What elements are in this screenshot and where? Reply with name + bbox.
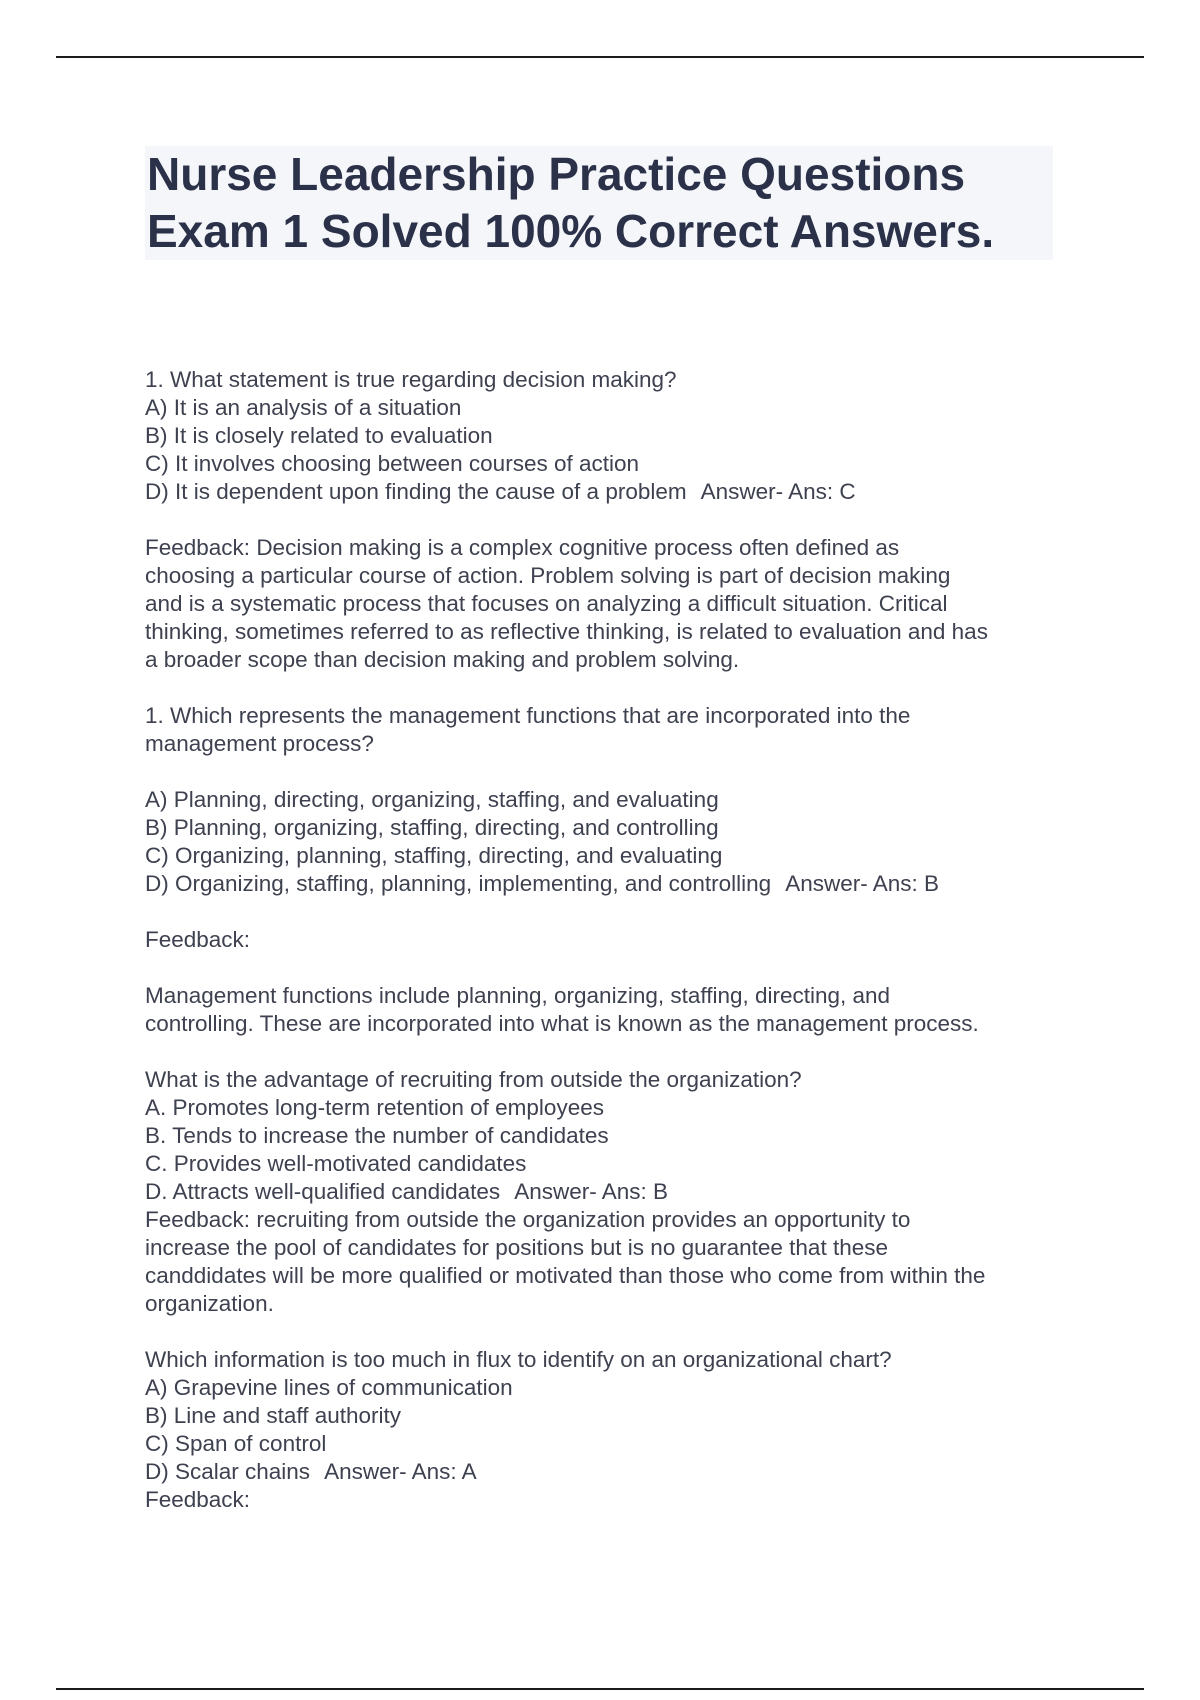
answer: Answer- Ans: A: [324, 1459, 477, 1484]
option-a: A) Planning, directing, organizing, staffing, and evaluating: [145, 787, 719, 812]
option-d: D. Attracts well-qualified candidates: [145, 1179, 501, 1204]
question-text: 1. What statement is true regarding decision making?: [145, 367, 677, 392]
option-c: C) It involves choosing between courses of action: [145, 451, 640, 476]
option-d-row: [145, 870, 1065, 898]
option-d-row: [145, 1458, 1065, 1486]
question-text: What is the advantage of recruiting from outside the organization?: [145, 1067, 802, 1092]
option-a: A) It is an analysis of a situation: [145, 395, 462, 420]
option-d-row: [145, 478, 1065, 506]
question-text: Which information is too much in flux to identify on an organizational chart?: [145, 1347, 892, 1372]
title-line-1: Nurse Leadership Practice Questions: [147, 148, 966, 200]
feedback-line: canddidates will be more qualified or motivated than those who come from within the: [145, 1263, 986, 1288]
feedback-label: Feedback:: [145, 1487, 251, 1512]
document-title: [145, 146, 1053, 260]
option-d: D) Scalar chains: [145, 1459, 311, 1484]
option-a: A. Promotes long-term retention of employees: [145, 1095, 604, 1120]
option-b: B) Line and staff authority: [145, 1403, 401, 1428]
option-b: B) Planning, organizing, staffing, directing, and controlling: [145, 815, 719, 840]
feedback-line: Feedback: Decision making is a complex cognitive process often defined as: [145, 535, 900, 560]
feedback-line: Feedback: recruiting from outside the organization provides an opportunity to: [145, 1207, 911, 1232]
top-rule: [56, 56, 1144, 58]
question-text: management process?: [145, 731, 374, 756]
feedback-line: choosing a particular course of action. Problem solving is part of decision making: [145, 563, 951, 588]
question-block-3: [145, 1066, 1065, 1318]
answer: Answer- Ans: B: [514, 1179, 668, 1204]
option-d-row: [145, 1178, 1065, 1206]
option-b: B. Tends to increase the number of candidates: [145, 1123, 609, 1148]
answer: Answer- Ans: C: [700, 479, 856, 504]
feedback-line: increase the pool of candidates for positions but is no guarantee that these: [145, 1235, 888, 1260]
option-d: D) Organizing, staffing, planning, implementing, and controlling: [145, 871, 772, 896]
option-b: B) It is closely related to evaluation: [145, 423, 493, 448]
title-line-2: Exam 1 Solved 100% Correct Answers.: [147, 205, 995, 257]
feedback-line: Management functions include planning, organizing, staffing, directing, and: [145, 983, 891, 1008]
question-block-2: [145, 702, 1065, 1038]
feedback-line: controlling. These are incorporated into what is known as the management process.: [145, 1011, 979, 1036]
feedback-line: and is a systematic process that focuses on analyzing a difficult situation. Critical: [145, 591, 948, 616]
answer: Answer- Ans: B: [785, 871, 940, 896]
feedback-line: thinking, sometimes referred to as reflective thinking, is related to evaluation and has: [145, 619, 988, 644]
bottom-rule: [56, 1688, 1144, 1690]
option-d: D) It is dependent upon finding the cause of a problem: [145, 479, 687, 504]
question-block-4: [145, 1346, 1065, 1514]
option-c: C. Provides well-motivated candidates: [145, 1151, 527, 1176]
question-block-1: [145, 366, 1065, 674]
option-c: C) Organizing, planning, staffing, directing, and evaluating: [145, 843, 723, 868]
document-body: [145, 366, 1065, 1514]
question-text: 1. Which represents the management functions that are incorporated into the: [145, 703, 911, 728]
feedback-line: a broader scope than decision making and problem solving.: [145, 647, 740, 672]
feedback-line: organization.: [145, 1291, 274, 1316]
feedback-label: Feedback:: [145, 927, 251, 952]
option-a: A) Grapevine lines of communication: [145, 1375, 513, 1400]
option-c: C) Span of control: [145, 1431, 327, 1456]
